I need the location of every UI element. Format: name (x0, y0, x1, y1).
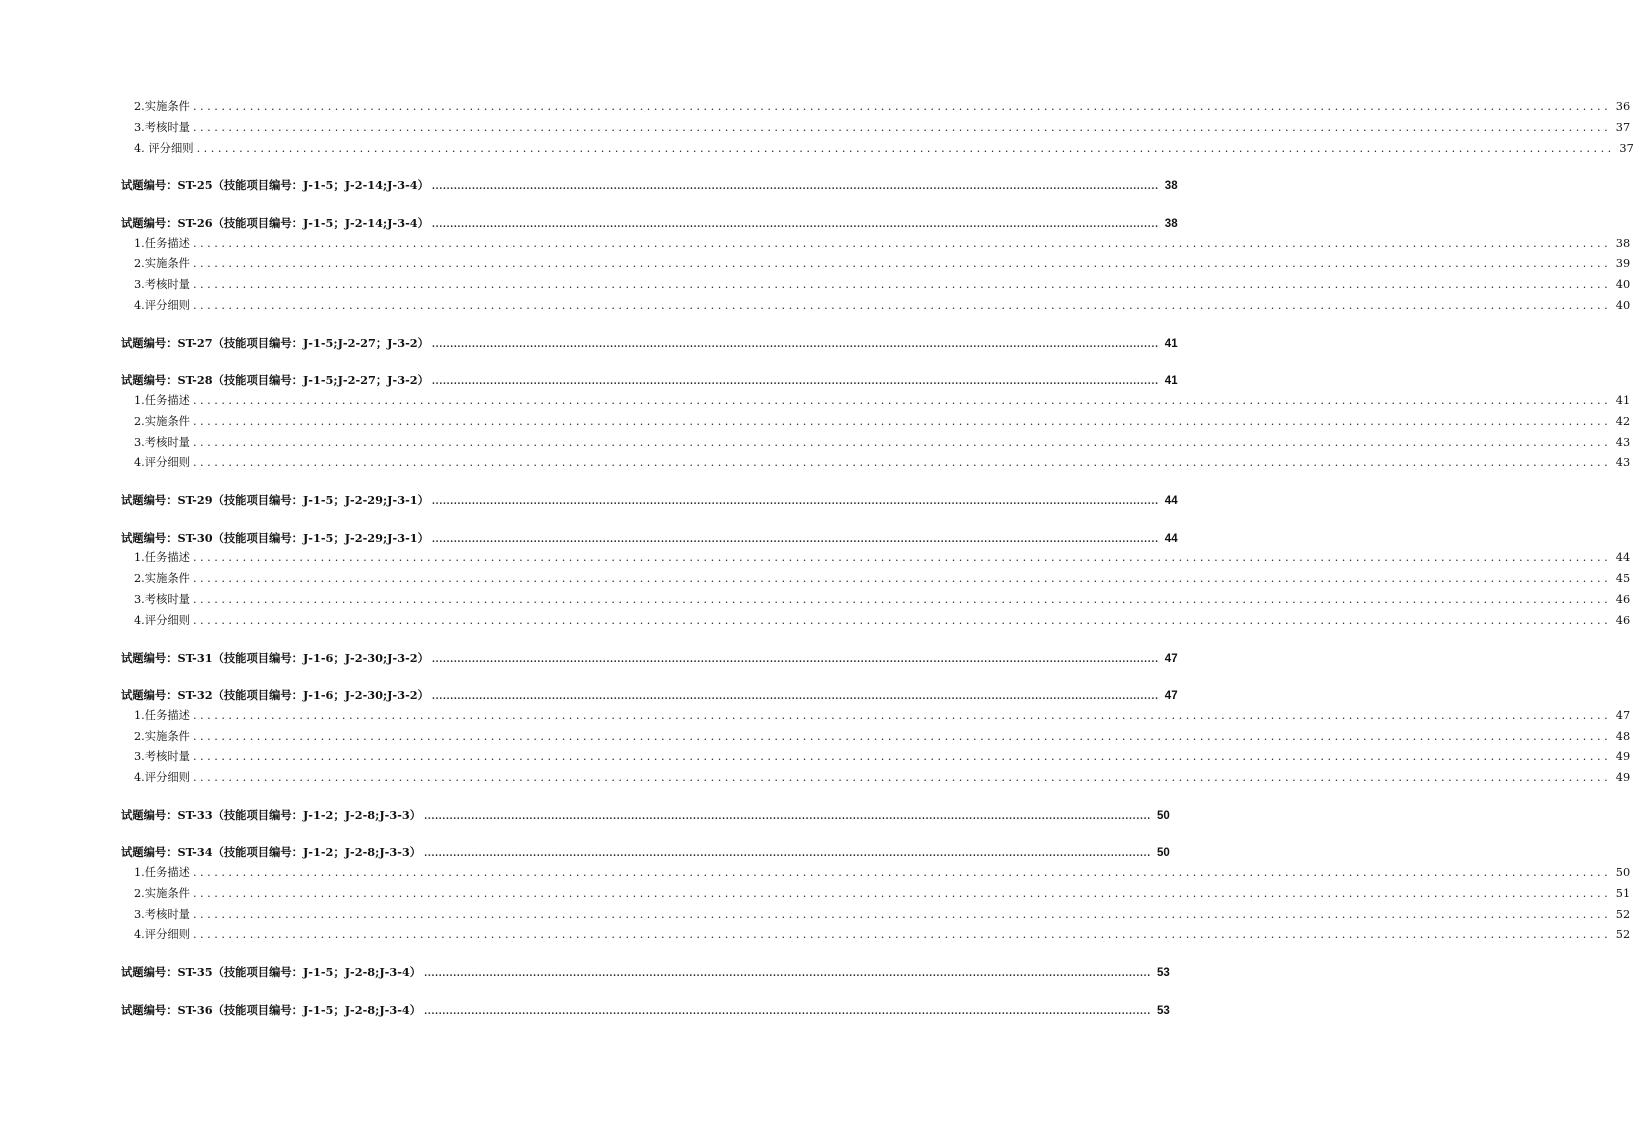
toc-subentry[interactable] (121, 234, 1631, 255)
toc-subentry[interactable] (121, 747, 1631, 768)
toc-dot-leader: ........................................................................................................................................................................................................ (192, 771, 1612, 785)
toc-entry-label: 试题编号：ST-25（技能项目编号：J-1-5；J-2-14;J-3-4） (121, 178, 429, 193)
toc-entry-label: 1.任务描述 (134, 866, 190, 880)
toc-page-number: 44 (1615, 551, 1631, 565)
toc-dot-leader: ........................................................................................................................................................................................................ (192, 750, 1612, 764)
toc-subentry[interactable] (121, 569, 1631, 590)
toc-dot-leader: ........................................................................................................................................................................................................ (192, 729, 1612, 743)
toc-entry-label: 2.实施条件 (134, 729, 190, 743)
toc-page-number: 44 (1164, 495, 1178, 508)
toc-entry-label: 4.评分细则 (134, 298, 190, 312)
toc-heading-entry[interactable] (121, 175, 1178, 196)
toc-dot-leader: ........................................................................................................................................................................................................ (192, 456, 1612, 470)
toc-dot-leader: ........................................................................................................................................................................................................ (192, 928, 1612, 942)
toc-entry-label: 3.考核时量 (134, 592, 190, 606)
toc-subentry[interactable] (121, 433, 1631, 454)
toc-heading-entry[interactable] (121, 370, 1178, 391)
toc-dot-leader: ........................................................................................................................................................................................................ (431, 691, 1159, 702)
toc-dot-leader: ........................................................................................................................................................................................................ (431, 182, 1159, 193)
toc-dot-leader: ........................................................................................................................................................................................................ (192, 866, 1612, 880)
toc-subentry[interactable] (121, 768, 1631, 789)
toc-page-number: 38 (1164, 217, 1178, 230)
toc-entry-label: 2.实施条件 (134, 257, 190, 271)
toc-page-number: 47 (1164, 689, 1178, 702)
toc-entry-label: 试题编号：ST-29（技能项目编号：J-1-5；J-2-29;J-3-1） (121, 493, 429, 508)
toc-entry-label: 试题编号：ST-34（技能项目编号：J-1-2；J-2-8;J-3-3） (121, 845, 422, 860)
toc-page-number: 42 (1615, 414, 1631, 428)
table-of-contents (121, 97, 1634, 1020)
toc-heading-entry[interactable] (121, 685, 1178, 706)
toc-entry-label: 1.任务描述 (134, 551, 190, 565)
toc-subentry[interactable] (121, 412, 1631, 433)
toc-page-number: 53 (1156, 1004, 1170, 1017)
toc-entry-label: 2.实施条件 (134, 100, 190, 113)
toc-page-number: 38 (1615, 236, 1631, 250)
toc-dot-leader: ........................................................................................................................................................................................................ (196, 141, 1615, 155)
toc-dot-leader: ........................................................................................................................................................................................................ (431, 534, 1159, 545)
toc-page-number: 46 (1615, 592, 1631, 606)
toc-entry-label: 4.评分细则 (134, 613, 190, 627)
toc-entry-label: 4.评分细则 (134, 456, 190, 470)
toc-subentry[interactable] (121, 118, 1631, 139)
toc-dot-leader: ........................................................................................................................................................................................................ (424, 849, 1151, 860)
toc-subentry[interactable] (121, 139, 1634, 160)
toc-page-number: 46 (1615, 613, 1631, 627)
toc-dot-leader: ........................................................................................................................................................................................................ (192, 551, 1612, 565)
toc-page-number: 38 (1164, 180, 1178, 193)
toc-entry-label: 4.评分细则 (134, 928, 190, 942)
toc-dot-leader: ........................................................................................................................................................................................................ (192, 278, 1612, 292)
toc-subentry[interactable] (121, 727, 1631, 748)
toc-entry-label: 试题编号：ST-28（技能项目编号：J-1-5;J-2-27；J-3-2） (121, 373, 429, 388)
toc-page-number: 49 (1615, 771, 1631, 785)
toc-page-number: 41 (1164, 375, 1178, 388)
toc-dot-leader: ........................................................................................................................................................................................................ (431, 339, 1159, 350)
toc-entry-label: 2.实施条件 (134, 414, 190, 428)
toc-heading-entry[interactable] (121, 528, 1178, 549)
toc-subentry[interactable] (121, 905, 1631, 926)
toc-page-number: 50 (1156, 847, 1170, 860)
toc-dot-leader: ........................................................................................................................................................................................................ (424, 811, 1151, 822)
toc-subentry[interactable] (121, 254, 1631, 275)
toc-subentry[interactable] (121, 275, 1631, 296)
toc-entry-label: 试题编号：ST-33（技能项目编号：J-1-2；J-2-8;J-3-3） (121, 807, 422, 822)
toc-page-number: 51 (1615, 886, 1631, 900)
toc-entry-label: 2.实施条件 (134, 886, 190, 900)
toc-dot-leader: ........................................................................................................................................................................................................ (424, 969, 1151, 980)
toc-page-number: 52 (1615, 928, 1631, 942)
toc-dot-leader: ........................................................................................................................................................................................................ (431, 497, 1159, 508)
toc-page-number: 43 (1615, 435, 1631, 449)
toc-page-number: 44 (1164, 532, 1178, 545)
toc-entry-label: 3.考核时量 (134, 120, 190, 134)
toc-page-number: 53 (1156, 967, 1170, 980)
toc-page-number: 40 (1615, 298, 1631, 312)
toc-subentry[interactable] (121, 706, 1631, 727)
toc-dot-leader: ........................................................................................................................................................................................................ (192, 907, 1612, 921)
toc-entry-label: 试题编号：ST-36（技能项目编号：J-1-5；J-2-8;J-3-4） (121, 1002, 422, 1017)
toc-dot-leader: ........................................................................................................................................................................................................ (192, 298, 1612, 312)
toc-subentry[interactable] (121, 97, 1631, 118)
toc-entry-label: 试题编号：ST-27（技能项目编号：J-1-5;J-2-27；J-3-2） (121, 335, 429, 350)
toc-page-number: 43 (1615, 456, 1631, 470)
toc-heading-entry[interactable] (121, 962, 1170, 983)
toc-page-number: 36 (1615, 100, 1631, 113)
toc-heading-entry[interactable] (121, 490, 1178, 511)
toc-page-number: 52 (1615, 907, 1631, 921)
toc-entry-label: 1.任务描述 (134, 708, 190, 722)
toc-dot-leader: ........................................................................................................................................................................................................ (192, 236, 1612, 250)
toc-dot-leader: ........................................................................................................................................................................................................ (192, 572, 1612, 586)
toc-page-number: 49 (1615, 750, 1631, 764)
toc-dot-leader: ........................................................................................................................................................................................................ (192, 100, 1612, 113)
toc-subentry[interactable] (121, 884, 1631, 905)
toc-dot-leader: ........................................................................................................................................................................................................ (192, 708, 1612, 722)
toc-dot-leader: ........................................................................................................................................................................................................ (192, 435, 1612, 449)
toc-subentry[interactable] (121, 925, 1631, 946)
toc-dot-leader: ........................................................................................................................................................................................................ (192, 120, 1612, 134)
toc-heading-entry[interactable] (121, 842, 1170, 863)
toc-dot-leader: ........................................................................................................................................................................................................ (192, 592, 1612, 606)
toc-subentry[interactable] (121, 590, 1631, 611)
toc-entry-label: 4. 评分细则 (134, 141, 194, 155)
toc-entry-label: 3.考核时量 (134, 750, 190, 764)
toc-entry-label: 试题编号：ST-31（技能项目编号：J-1-6；J-2-30;J-3-2） (121, 650, 429, 665)
toc-subentry[interactable] (121, 548, 1631, 569)
toc-entry-label: 试题编号：ST-30（技能项目编号：J-1-5；J-2-29;J-3-1） (121, 530, 429, 545)
toc-entry-label: 试题编号：ST-32（技能项目编号：J-1-6；J-2-30;J-3-2） (121, 687, 429, 702)
toc-entry-label: 1.任务描述 (134, 393, 190, 407)
toc-dot-leader: ........................................................................................................................................................................................................ (431, 654, 1159, 665)
toc-page-number: 41 (1615, 393, 1631, 407)
toc-entry-label: 试题编号：ST-26（技能项目编号：J-1-5；J-2-14;J-3-4） (121, 215, 429, 230)
toc-page-number: 47 (1164, 652, 1178, 665)
toc-dot-leader: ........................................................................................................................................................................................................ (424, 1006, 1151, 1017)
toc-subentry[interactable] (121, 863, 1631, 884)
toc-entry-label: 2.实施条件 (134, 572, 190, 586)
toc-subentry[interactable] (121, 296, 1631, 317)
toc-page-number: 50 (1615, 866, 1631, 880)
toc-dot-leader: ........................................................................................................................................................................................................ (431, 219, 1159, 230)
toc-page-number: 48 (1615, 729, 1631, 743)
toc-subentry[interactable] (121, 391, 1631, 412)
toc-page-number: 47 (1615, 708, 1631, 722)
toc-dot-leader: ........................................................................................................................................................................................................ (192, 393, 1612, 407)
toc-page-number: 50 (1156, 809, 1170, 822)
toc-page-number: 41 (1164, 337, 1178, 350)
toc-dot-leader: ........................................................................................................................................................................................................ (192, 886, 1612, 900)
toc-dot-leader: ........................................................................................................................................................................................................ (192, 613, 1612, 627)
toc-heading-entry[interactable] (121, 1000, 1170, 1021)
toc-page-number: 37 (1615, 120, 1631, 134)
toc-page-number: 37 (1619, 141, 1634, 155)
toc-dot-leader: ........................................................................................................................................................................................................ (192, 257, 1612, 271)
toc-entry-label: 试题编号：ST-35（技能项目编号：J-1-5；J-2-8;J-3-4） (121, 965, 422, 980)
toc-entry-label: 3.考核时量 (134, 278, 190, 292)
toc-heading-entry[interactable] (121, 805, 1170, 826)
toc-page-number: 39 (1615, 257, 1631, 271)
toc-heading-entry[interactable] (121, 648, 1178, 669)
toc-entry-label: 4.评分细则 (134, 771, 190, 785)
toc-entry-label: 3.考核时量 (134, 435, 190, 449)
toc-subentry[interactable] (121, 453, 1631, 474)
toc-heading-entry[interactable] (121, 213, 1178, 234)
toc-page-number: 45 (1615, 572, 1631, 586)
toc-entry-label: 1.任务描述 (134, 236, 190, 250)
toc-heading-entry[interactable] (121, 333, 1178, 354)
toc-dot-leader: ........................................................................................................................................................................................................ (431, 377, 1159, 388)
toc-subentry[interactable] (121, 611, 1631, 632)
toc-page-number: 40 (1615, 278, 1631, 292)
toc-dot-leader: ........................................................................................................................................................................................................ (192, 414, 1612, 428)
toc-entry-label: 3.考核时量 (134, 907, 190, 921)
